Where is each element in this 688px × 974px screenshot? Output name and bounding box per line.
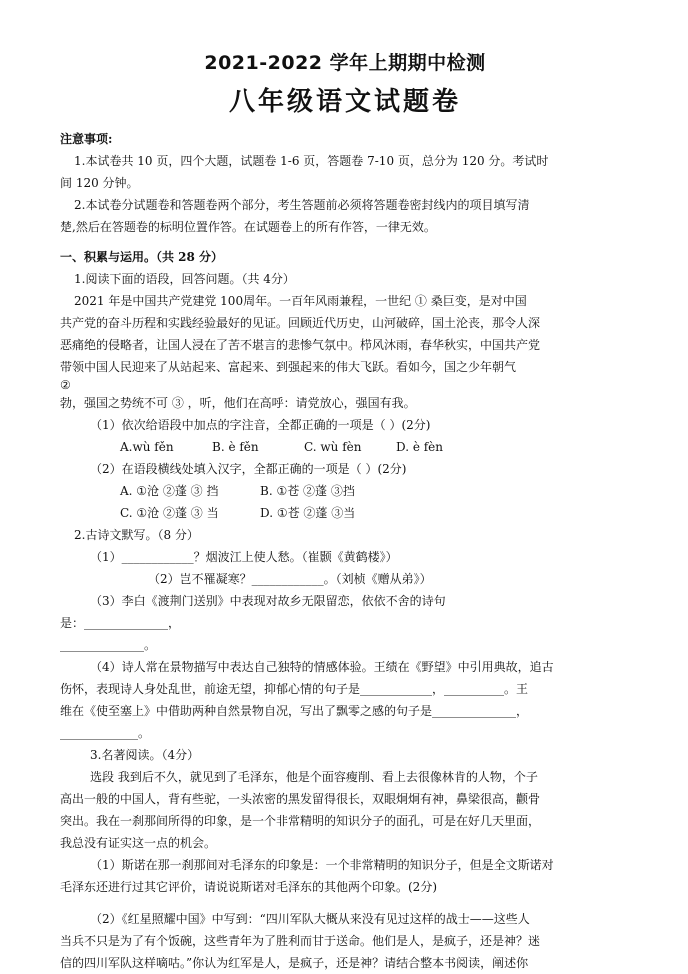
q3-1-line-1: （1）斯诺在那一刹那间对毛泽东的印象是：一个非常精明的知识分子，但是全文斯诺对 — [90, 858, 554, 872]
q2-4-line-2: 伤怀，表现诗人身处乱世，前途无望，抑郁心情的句子是____________，__________。王 — [60, 682, 529, 696]
q2-4-line-3: 维在《使至塞上》中借助两种自然景物自况，写出了飘零之感的句子是______________， — [60, 704, 529, 718]
option-d: D. ①苍 ②蓬 ③当 — [260, 506, 356, 520]
passage-line: 共产党的奋斗历程和实践经验最好的见证。回顾近代历史，山河破碎，国土沦丧，那令人深 — [60, 316, 541, 330]
passage-line: 恶痛绝的侵略者，让国人浸在了苦不堪言的悲惨气氛中。栉风沐雨，春华秋实，中国共产党 — [60, 338, 541, 352]
passage-line: 勃，强国之势统不可 ③ ，听，他们在高呼：请党放心，强国有我。 — [60, 396, 416, 410]
q3-title: 3.名著阅读。（4分） — [90, 748, 200, 762]
q2-4-line-4: _____________。 — [60, 726, 151, 740]
q1-2-options-row-1 — [60, 480, 630, 502]
exam-subtitle: 八年级语文试题卷 — [228, 87, 461, 117]
notice-item-1-line-2: 间 120 分钟。 — [60, 176, 139, 190]
q2-1: （1）____________？烟波江上使人愁。（崔颢《黄鹤楼》） — [90, 550, 398, 564]
q3-1-line-2: 毛泽东还进行过其它评价，请说说斯诺对毛泽东的其他两个印象。(2分) — [60, 880, 438, 894]
q1-title: 1.阅读下面的语段，回答问题。（共 4分） — [74, 272, 295, 286]
q1-2-stem: （2）在语段横线处填入汉字，全都正确的一项是（ ）(2分) — [90, 462, 407, 476]
option-b: B. ①苍 ②蓬 ③挡 — [260, 484, 355, 498]
excerpt-line: 突出。我在一刹那间所得的印象，是一个非常精明的知识分子的面孔，可是在好几天里面， — [60, 814, 541, 828]
q2-3-line-2: 是：______________， — [60, 616, 181, 630]
q3-2-line-2: 当兵不只是为了有个饭碗，这些青年为了胜利而甘于送命。他们是人，是疯子，还是神？迷 — [60, 934, 541, 948]
q2-3-line-3: ______________。 — [60, 638, 157, 652]
passage-line: 2021 年是中国共产党建党 100周年。一百年风雨兼程，一世纪 ① 桑巨变，是对中国 — [74, 294, 527, 308]
excerpt-line: 选段 我到后不久，就见到了毛泽东，他是个面容瘦削、看上去很像林肯的人物，个子 — [90, 770, 538, 784]
q1-2-options-row-2 — [60, 502, 630, 524]
excerpt-line: 高出一般的中国人，背有些驼，一头浓密的黑发留得很长，双眼炯炯有神，鼻梁很高，颧骨 — [60, 792, 541, 806]
excerpt-line: 我总没有证实这一点的机会。 — [60, 836, 217, 850]
q1-1-options — [60, 436, 630, 458]
notice-heading: 注意事项: — [60, 132, 113, 146]
passage-line: ② — [60, 378, 71, 392]
q2-4-line-1: （4）诗人常在景物描写中表达自己独特的情感体验。王绩在《野望》中引用典故，追古 — [90, 660, 554, 674]
exam-title: 2021-2022 学年上期期中检测 — [204, 52, 486, 74]
option-b: B. è fěn — [212, 440, 259, 454]
option-a: A.wù fěn — [120, 440, 174, 454]
option-c: C. wù fèn — [304, 440, 362, 454]
notice-item-1-line-1: 1.本试卷共 10 页，四个大题，试题卷 1-6 页，答题卷 7-10 页，总分为 120 分。考试时 — [74, 154, 549, 168]
q1-1-stem: （1）依次给语段中加点的字注音，全都正确的一项是（ ）(2分) — [90, 418, 431, 432]
option-d: D. è fèn — [396, 440, 444, 454]
option-c: C. ①沧 ②蓬 ③ 当 — [120, 506, 219, 520]
q2-2: （2）岂不罹凝寒？____________。（刘桢《赠从弟》） — [148, 572, 432, 586]
section-1-heading: 一、积累与运用。（共 28 分） — [60, 250, 224, 264]
q3-2-line-1: （2）《红星照耀中国》中写到：“四川军队大概从来没有见过这样的战士——这些人 — [90, 912, 530, 926]
q2-title: 2.古诗文默写。（8 分） — [74, 528, 199, 542]
option-a: A. ①沧 ②蓬 ③ 挡 — [120, 484, 219, 498]
q2-3-line-1: （3）李白《渡荆门送别》中表现对故乡无限留恋，依依不舍的诗句 — [90, 594, 446, 608]
q3-2-line-3: 信的四川军队这样嘀咕。”你认为红军是人，是疯子，还是神？请结合整本书阅读，阐述你 — [60, 956, 529, 970]
notice-item-2-line-1: 2.本试卷分试题卷和答题卷两个部分，考生答题前必须将答题卷密封线内的项目填写清 — [74, 198, 530, 212]
passage-line: 带领中国人民迎来了从站起来、富起来、到强起来的伟大飞跃。看如今，国之少年朝气 — [60, 360, 517, 374]
notice-item-2-line-2: 楚,然后在答题卷的标明位置作答。在试题卷上的所有作答，一律无效。 — [60, 220, 436, 234]
